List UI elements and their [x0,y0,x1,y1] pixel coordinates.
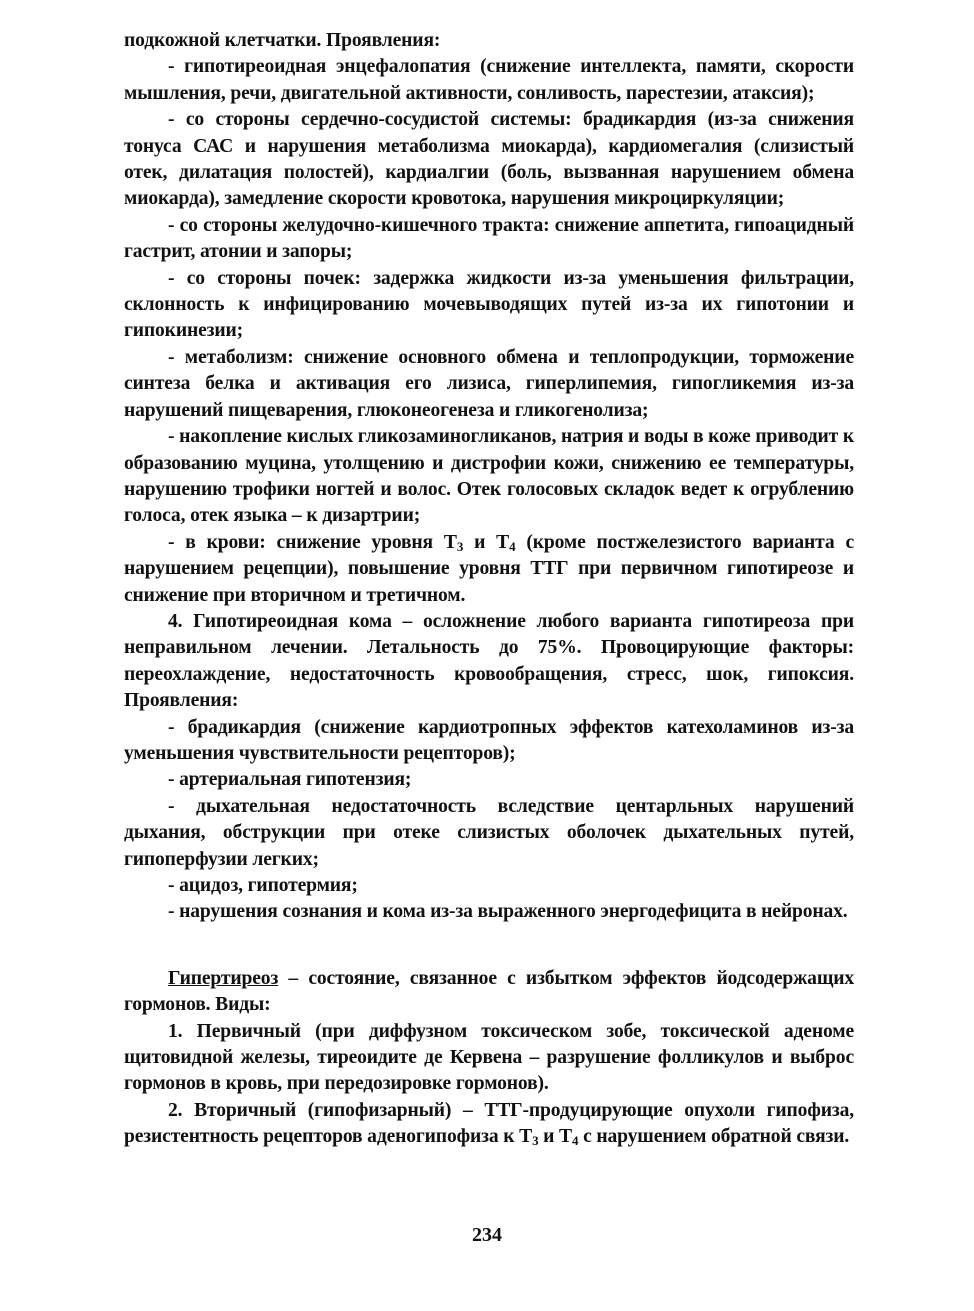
manifestation-item: - гипотиреоидная энцефалопатия (снижение интеллекта, памяти, скорости мышления, речи, двигательной активности, сонливость, парестезии, атаксия); [124,56,854,104]
coma-item: - брадикардия (снижение кардиотропных эффектов катехоламинов из-за уменьшения чувствительности рецепторов); [124,716,854,764]
coma-item: - нарушения сознания и кома из-за выраженного энергодефицита в нейронах. [168,901,848,923]
page-text [124,28,854,1151]
manifestation-item: - метаболизм: снижение основного обмена и теплопродукции, торможение синтеза белка и активация его лизиса, гиперлипемия, гипогликемия из-за нарушений пищеварения, глюконеогенеза и гликогенолиза; [124,346,854,421]
manifestation-item: - со стороны желудочно-кишечного тракта: снижение аппетита, гипоацидный гастрит, атонии и запоры; [124,214,854,263]
coma-item: - дыхательная недостаточность вследствие центарльных нарушений дыхания, обструкции при отеке слизистых оболочек дыхательных путей, гипоперфузии легких; [124,795,854,870]
manifestation-item: - накопление кислых гликозаминогликанов, натрия и воды в коже приводит к образованию муцина, утолщению и дистрофии кожи, снижению ее температуры, нарушению трофики ногтей и волос. Отек голосовых складок ведет к огрублению голоса, отек языка – к дизартрии; [124,426,854,527]
manifestation-item: - со стороны сердечно-сосудистой системы: брадикардия (из-за снижения тонуса САС и нарушения метаболизма миокарда), кардиомегалия (слизистый отек, дилатация полостей), кардиалгии (боль, вызванная нарушением обмена миокарда), замедление скорости кровотока, нарушения микроциркуляции; [124,109,854,210]
coma-item: - ацидоз, гипотермия; [168,875,358,896]
hyperthyroidism-definition: Гипертиреоз – состояние, связанное с избытком эффектов йодсодержащих гормонов. Виды: [124,967,854,1016]
coma-paragraph: 4. Гипотиреоидная кома – осложнение любого варианта гипотиреоза при неправильном лечении. Летальность до 75%. Провоцирующие факторы: переохлаждение, недостаточность кровообращения, стресс, шок, гипоксия. Проявления: [124,610,854,712]
hyper-primary: 1. Первичный (при диффузном токсическом зобе, токсической аденоме щитовидной железы, тиреоидите де Кервена – разрушение фолликулов и выброс гормонов в кровь, при передозировке гормонов). [124,1020,854,1095]
intro-line: подкожной клетчатки. Проявления: [124,30,441,51]
coma-item: - артериальная гипотензия; [168,769,412,791]
section-gap [124,926,854,966]
hyper-secondary: 2. Вторичный (гипофизарный) – ТТГ-продуцирующие опухоли гипофиза, резистентность рецепторов аденогипофиза к $Т_3$ и $Т_4$ с нарушением обратной связи. [124,1099,854,1149]
manifestation-item: - со стороны почек: задержка жидкости из-за уменьшения фильтрации, склонность к инфицированию мочевыводящих путей из-за их гипотонии и гипокинезии; [124,267,854,342]
blood-item: - в крови: снижение уровня $Т_3$ и $Т_4$ (кроме постжелезистого варианта с нарушением рецепции), повышение уровня ТТГ при первичном гипотиреозе и снижение при вторичном и третичном. [124,531,854,606]
page-number: 234 [472,1224,502,1246]
term-hyperthyroidism: Гипертиреоз [168,967,279,989]
